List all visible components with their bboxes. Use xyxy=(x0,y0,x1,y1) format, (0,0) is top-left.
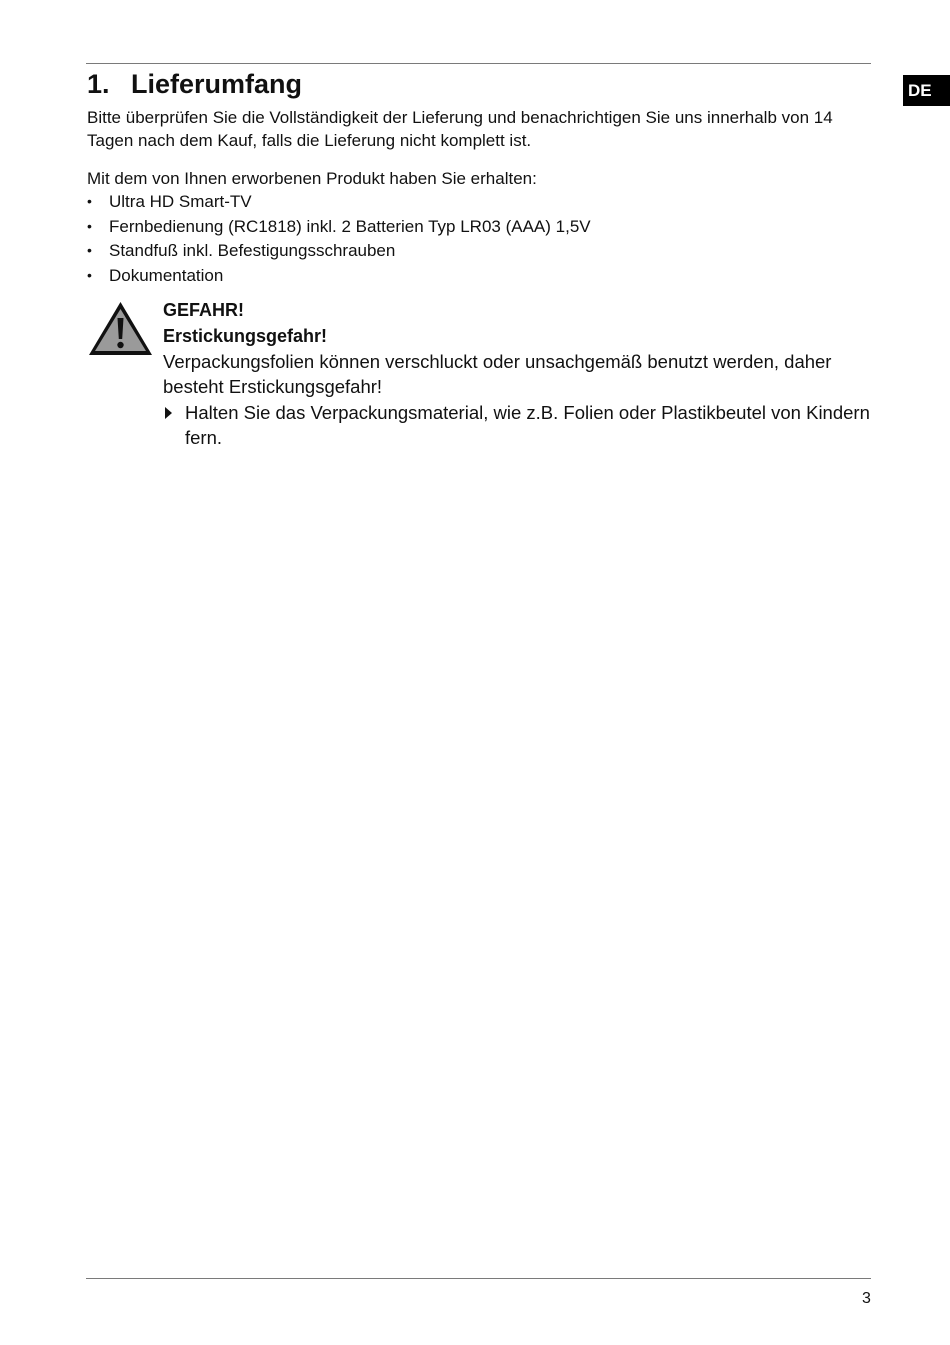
warning-title: GEFAHR! xyxy=(163,300,244,320)
section-title: Lieferumfang xyxy=(131,69,303,99)
language-tab: DE xyxy=(903,75,950,106)
intro-paragraph: Bitte überprüfen Sie die Vollständigkeit der Lieferung und benachrichtigen Sie uns innerhalb von 14 Tagen nach dem Kauf, falls die Lieferung nicht komplett ist. xyxy=(87,108,833,150)
arrow-right-icon xyxy=(165,407,172,419)
warning-subtitle: Erstickungsgefahr! xyxy=(163,326,328,346)
list-item: • Fernbedienung (RC1818) inkl. 2 Batterien Typ LR03 (AAA) 1,5V xyxy=(87,215,591,240)
top-rule xyxy=(86,63,871,64)
warning-block xyxy=(163,297,878,450)
warning-triangle-icon xyxy=(87,300,154,357)
warning-text: Verpackungsfolien können verschluckt oder unsachgemäß benutzt werden, daher besteht Erstickungsgefahr! xyxy=(163,351,832,397)
list-item: • Dokumentation xyxy=(87,264,591,289)
warning-action xyxy=(163,400,878,450)
list-item: • Ultra HD Smart-TV xyxy=(87,190,591,215)
page-number: 3 xyxy=(862,1290,871,1307)
list-item: • Standfuß inkl. Befestigungsschrauben xyxy=(87,239,591,264)
section-number: 1. xyxy=(87,69,110,99)
bottom-rule xyxy=(86,1278,871,1279)
received-lead: Mit dem von Ihnen erworbenen Produkt haben Sie erhalten: xyxy=(87,169,537,188)
warning-action-text: Halten Sie das Verpackungsmaterial, wie z.B. Folien oder Plastikbeutel von Kindern fern. xyxy=(185,402,870,448)
contents-list xyxy=(87,190,591,288)
section-heading xyxy=(87,66,302,102)
